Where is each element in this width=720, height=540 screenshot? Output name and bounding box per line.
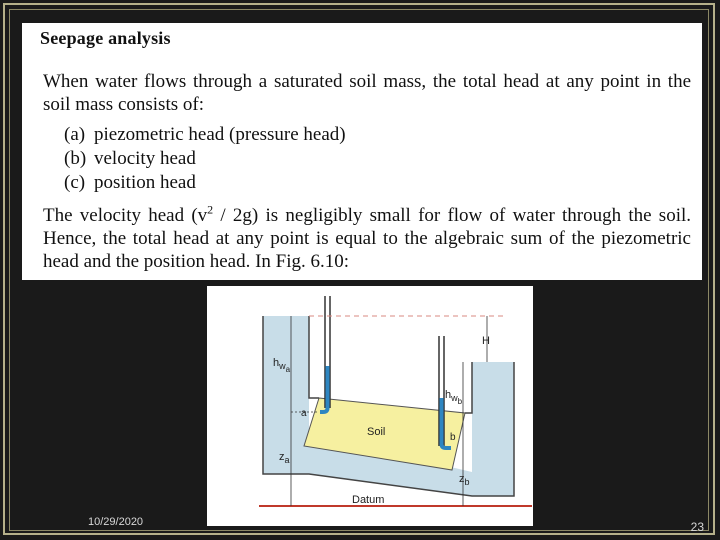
list-item	[64, 123, 346, 147]
label-datum: Datum	[352, 494, 385, 506]
footer-date: 10/29/2020	[88, 516, 144, 528]
closing-text-part2: / 2g) is negligibly small for flow of water through the soil. Hence, the total head at any point is equal to the algebraic sum of the piezometric head and the position head. In Fig. 6.10:	[43, 205, 692, 272]
seepage-figure	[207, 286, 533, 526]
closing-text-part1: The velocity head (v	[43, 205, 208, 226]
intro-paragraph: When water flows through a saturated soil mass, the total head at any point in the soil mass consists of:	[43, 71, 691, 115]
label-hwa: $h_{wa}$	[273, 357, 291, 374]
right-inner-wall	[465, 362, 472, 413]
list-item-text: velocity head	[94, 148, 196, 169]
label-a: a	[301, 408, 307, 419]
left-reservoir-water	[263, 316, 309, 474]
label-za: $z_a$	[279, 451, 290, 465]
slide-number: 23	[690, 520, 704, 534]
list-item-text: piezometric head (pressure head)	[94, 124, 346, 145]
label-soil: Soil	[367, 426, 386, 438]
label-hwb: $h_{wb}$	[445, 389, 463, 406]
list-item	[64, 171, 346, 195]
label-zb: $z_b$	[459, 473, 470, 487]
seepage-diagram	[207, 286, 533, 526]
slide-heading: Seepage analysis	[40, 28, 171, 48]
list-item	[64, 147, 346, 171]
list-item-text: position head	[94, 172, 196, 193]
label-b: b	[450, 432, 456, 443]
label-H: H	[482, 335, 490, 347]
right-reservoir-water	[472, 362, 514, 496]
list-marker: (a)	[64, 124, 86, 145]
left-inner-wall	[309, 316, 319, 398]
text-panel	[22, 23, 702, 280]
closing-superscript: 2	[207, 202, 214, 217]
head-components-list	[64, 123, 346, 195]
closing-paragraph	[43, 204, 691, 273]
list-marker: (c)	[64, 172, 86, 193]
list-marker: (b)	[64, 148, 87, 169]
